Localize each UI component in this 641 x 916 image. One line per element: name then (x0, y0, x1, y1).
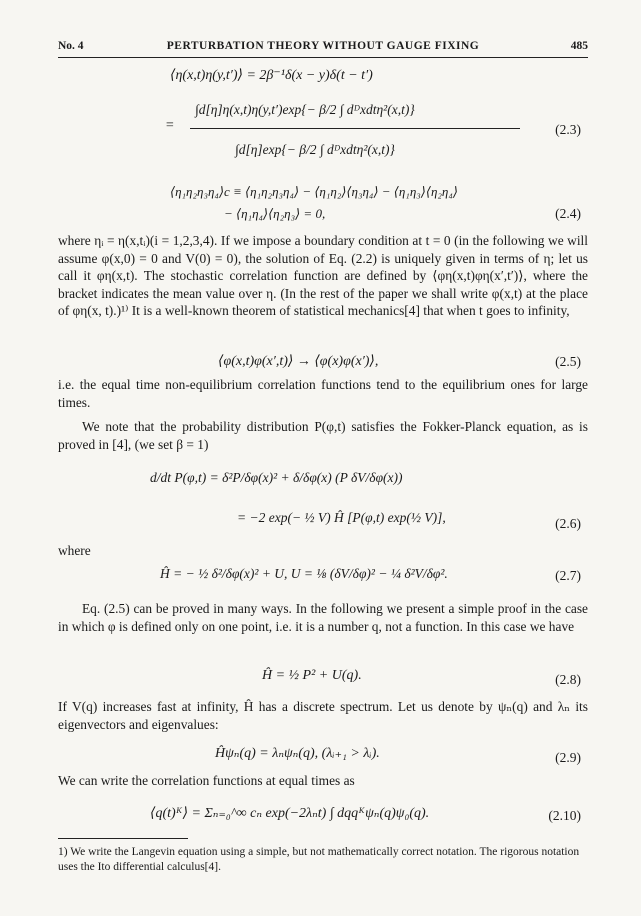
running-title: PERTURBATION THEORY WITHOUT GAUGE FIXING (166, 40, 480, 52)
eq23-numerator: ∫d[η]η(x,t)η(y,t′)exp{− β/2 ∫ dᴰxdtη²(x,t)} (195, 102, 415, 117)
running-header (58, 40, 588, 56)
equation-number: (2.5) (555, 354, 581, 369)
equation-2-3-fraction: = ∫d[η]η(x,t)η(y,t′)exp{− β/2 ∫ dᴰxdtη²(x,t)} ∫d[η]exp{− β/2 ∫ dᴰxdtη²(x,t)} (2.3) (165, 102, 581, 157)
equation-text: Ĥ = ½ P² + U(q). (262, 668, 362, 683)
equation-text: Ĥ = − ½ δ²/δφ(x)² + U, U = ⅛ (δV/δφ)² − ¼ δ²V/δφ². (160, 566, 448, 581)
equation-text: ⟨η(x,t)η(y,t′)⟩ = 2β⁻¹δ(x − y)δ(t − t′) (170, 68, 373, 83)
footnote: 1) We write the Langevin equation using a simple, but not mathematically correct notation. The rigorous notation uses the Ito differential calculus[4]. (58, 846, 580, 873)
equation-number: (2.7) (555, 568, 581, 583)
page-number: 485 (570, 40, 588, 52)
equation-text: ⟨φ(x,t)φ(x′,t)⟩ → ⟨φ(x)φ(x′)⟩, (218, 354, 379, 369)
fraction-bar (190, 128, 520, 129)
paragraph-where: where (58, 543, 91, 558)
footnote-rule (58, 838, 188, 839)
paragraph-6: If V(q) increases fast at infinity, Ĥ has a discrete spectrum. Let us denote by ψₙ(q) and λₙ its eigenvectors and eigenvalues: (58, 699, 588, 732)
equation-text: ⟨q(t)ᴷ⟩ = Σₙ₌₀^∞ cₙ exp(−2λₙt) ∫ dqqᴷψₙ(q)ψ₀(q). (150, 806, 430, 821)
header-rule (58, 57, 588, 58)
equation-text: Ĥψₙ(q) = λₙψₙ(q), (λᵢ₊₁ > λᵢ). (215, 746, 380, 761)
paragraph-1: where ηᵢ = η(x,tᵢ)(i = 1,2,3,4). If we impose a boundary condition at t = 0 (in the following we will assume φ(x,0) = 0 and V(0) = 0), the solution of Eq. (2.2) is uniquely given in terms of η; let us call it φη(x,t). The stochastic correlation function are defined by ⟨φη(x,t)φη(x′,t′)⟩, where the bracket indicates the mean value over η. (In the rest of the paper we shall write φ(x,t) at the place of φη(x, t).)¹⁾ It is a well-known theorem of statistical mechanics[4] that when t goes to infinity, (58, 233, 588, 319)
equation-number: (2.8) (555, 672, 581, 687)
equation-number: (2.10) (548, 808, 581, 823)
paragraph-2: i.e. the equal time non-equilibrium correlation functions tend to the equilibrium ones for large times. (58, 377, 588, 410)
paragraph-5: Eq. (2.5) can be proved in many ways. In the following we present a simple proof in the case in which φ is defined only on one point, i.e. it is a number q, not a function. In this case we have (58, 601, 588, 634)
equation-text: = −2 exp(− ½ V) Ĥ [P(φ,t) exp(½ V)], (237, 510, 446, 525)
equation-number: (2.9) (555, 750, 581, 765)
issue-label: No. 4 (58, 40, 84, 52)
paragraph-3: We note that the probability distribution P(φ,t) satisfies the Fokker-Planck equation, as is proved in [4], (we set β = 1) (58, 419, 588, 452)
equation-text: − ⟨η₁η₄⟩⟨η₂η₃⟩ = 0, (224, 206, 326, 221)
equation-text: d/dt P(φ,t) = δ²P/δφ(x)² + δ/δφ(x) (P δV/δφ(x)) (150, 470, 403, 485)
equation-text: ⟨η₁η₂η₃η₄⟩c ≡ ⟨η₁η₂η₃η₄⟩ − ⟨η₁η₂⟩⟨η₃η₄⟩ − ⟨η₁η₃⟩⟨η₂η₄⟩ (170, 184, 458, 199)
equation-number: (2.4) (555, 206, 581, 221)
equation-number: (2.3) (555, 122, 581, 137)
equation-number: (2.6) (555, 516, 581, 531)
eq23-denominator: ∫d[η]exp{− β/2 ∫ dᴰxdtη²(x,t)} (235, 142, 395, 157)
paragraph-7: We can write the correlation functions at equal times as (58, 773, 355, 788)
